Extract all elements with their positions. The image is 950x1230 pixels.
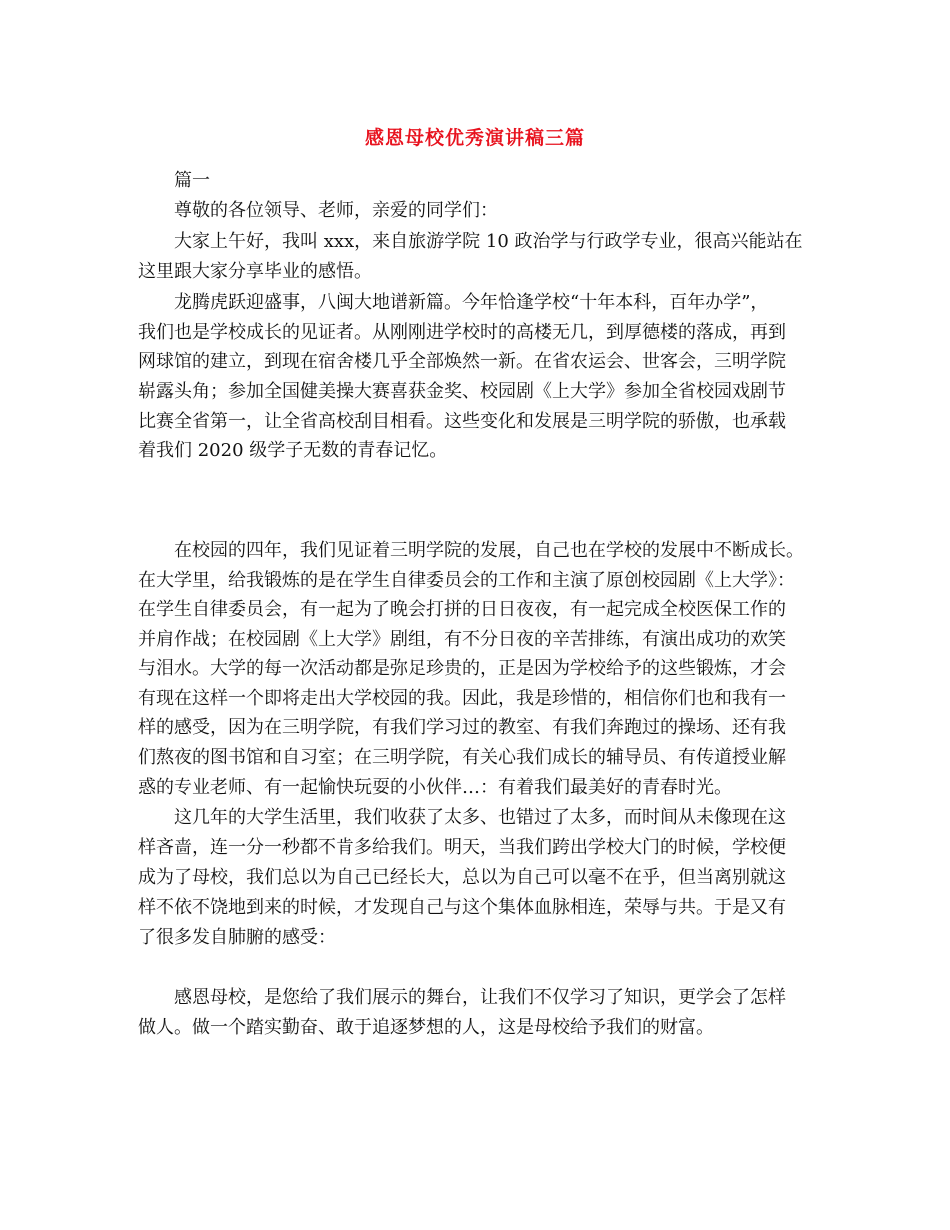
paragraph-line: 惑的专业老师、有一起愉快玩耍的小伙伴…：有着我们最美好的青春时光。 — [138, 777, 732, 798]
paragraph-line: 这里跟大家分享毕业的感悟。 — [138, 261, 372, 282]
paragraph-line: 尊敬的各位领导、老师，亲爱的同学们： — [138, 200, 498, 221]
paragraph-line: 并肩作战；在校园剧《上大学》剧组，有不分日夜的辛苦排练，有演出成功的欢笑 — [138, 629, 786, 650]
paragraph-line: 在大学里，给我锻炼的是在学生自律委员会的工作和主演了原创校园剧《上大学》： — [138, 570, 795, 591]
paragraph-line: 在校园的四年，我们见证着三明学院的发展，自己也在学校的发展中不断成长。 — [138, 540, 804, 561]
paragraph-line: 在学生自律委员会，有一起为了晚会打拼的日日夜夜，有一起完成全校医保工作的 — [138, 599, 786, 620]
paragraph-line: 做人。做一个踏实勤奋、敢于追逐梦想的人，这是母校给予我们的财富。 — [138, 1017, 714, 1038]
paragraph-line: 这几年的大学生活里，我们收获了太多、也错过了太多，而时间从未像现在这 — [138, 807, 786, 828]
document-title: 感恩母校优秀演讲稿三篇 — [364, 127, 585, 149]
paragraph-line: 着我们 2020 级学子无数的青春记忆。 — [138, 440, 448, 461]
paragraph-line: 成为了母校，我们总以为自己已经长大，总以为自己可以毫不在乎，但当离别就这 — [138, 867, 786, 888]
paragraph-line: 大家上午好，我叫 xxx，来自旅游学院 10 政治学与行政学专业，很高兴能站在 — [138, 231, 803, 252]
paragraph-line: 我们也是学校成长的见证者。从刚刚进学校时的高楼无几，到厚德楼的落成，再到 — [138, 322, 786, 343]
paragraph-line: 样不依不饶地到来的时候，才发现自己与这个集体血脉相连，荣辱与共。于是又有 — [138, 897, 786, 918]
paragraph-line: 感恩母校，是您给了我们展示的舞台，让我们不仅学习了知识，更学会了怎样 — [138, 987, 786, 1008]
paragraph-line: 样的感受，因为在三明学院，有我们学习过的教室、有我们奔跑过的操场、还有我 — [138, 717, 786, 738]
paragraph-line: 龙腾虎跃迎盛事，八闽大地谱新篇。今年恰逢学校“十年本科，百年办学”， — [138, 292, 769, 313]
paragraph-line: 们熬夜的图书馆和自习室；在三明学院，有关心我们成长的辅导员、有传道授业解 — [138, 747, 786, 768]
paragraph-line: 了很多发自肺腑的感受： — [138, 927, 336, 948]
paragraph-line: 崭露头角；参加全国健美操大赛喜获金奖、校园剧《上大学》参加全省校园戏剧节 — [138, 381, 786, 402]
paragraph-line: 网球馆的建立，到现在宿舍楼几乎全部焕然一新。在省农运会、世客会，三明学院 — [138, 351, 786, 372]
paragraph-line: 与泪水。大学的每一次活动都是弥足珍贵的，正是因为学校给予的这些锻炼，才会 — [138, 658, 786, 679]
paragraph-line: 比赛全省第一，让全省高校刮目相看。这些变化和发展是三明学院的骄傲，也承载 — [138, 411, 786, 432]
paragraph-line: 篇一 — [138, 170, 210, 191]
paragraph-line: 样吝啬，连一分一秒都不肯多给我们。明天，当我们跨出学校大门的时候，学校便 — [138, 837, 786, 858]
paragraph-line: 有现在这样一个即将走出大学校园的我。因此，我是珍惜的，相信你们也和我有一 — [138, 688, 786, 709]
